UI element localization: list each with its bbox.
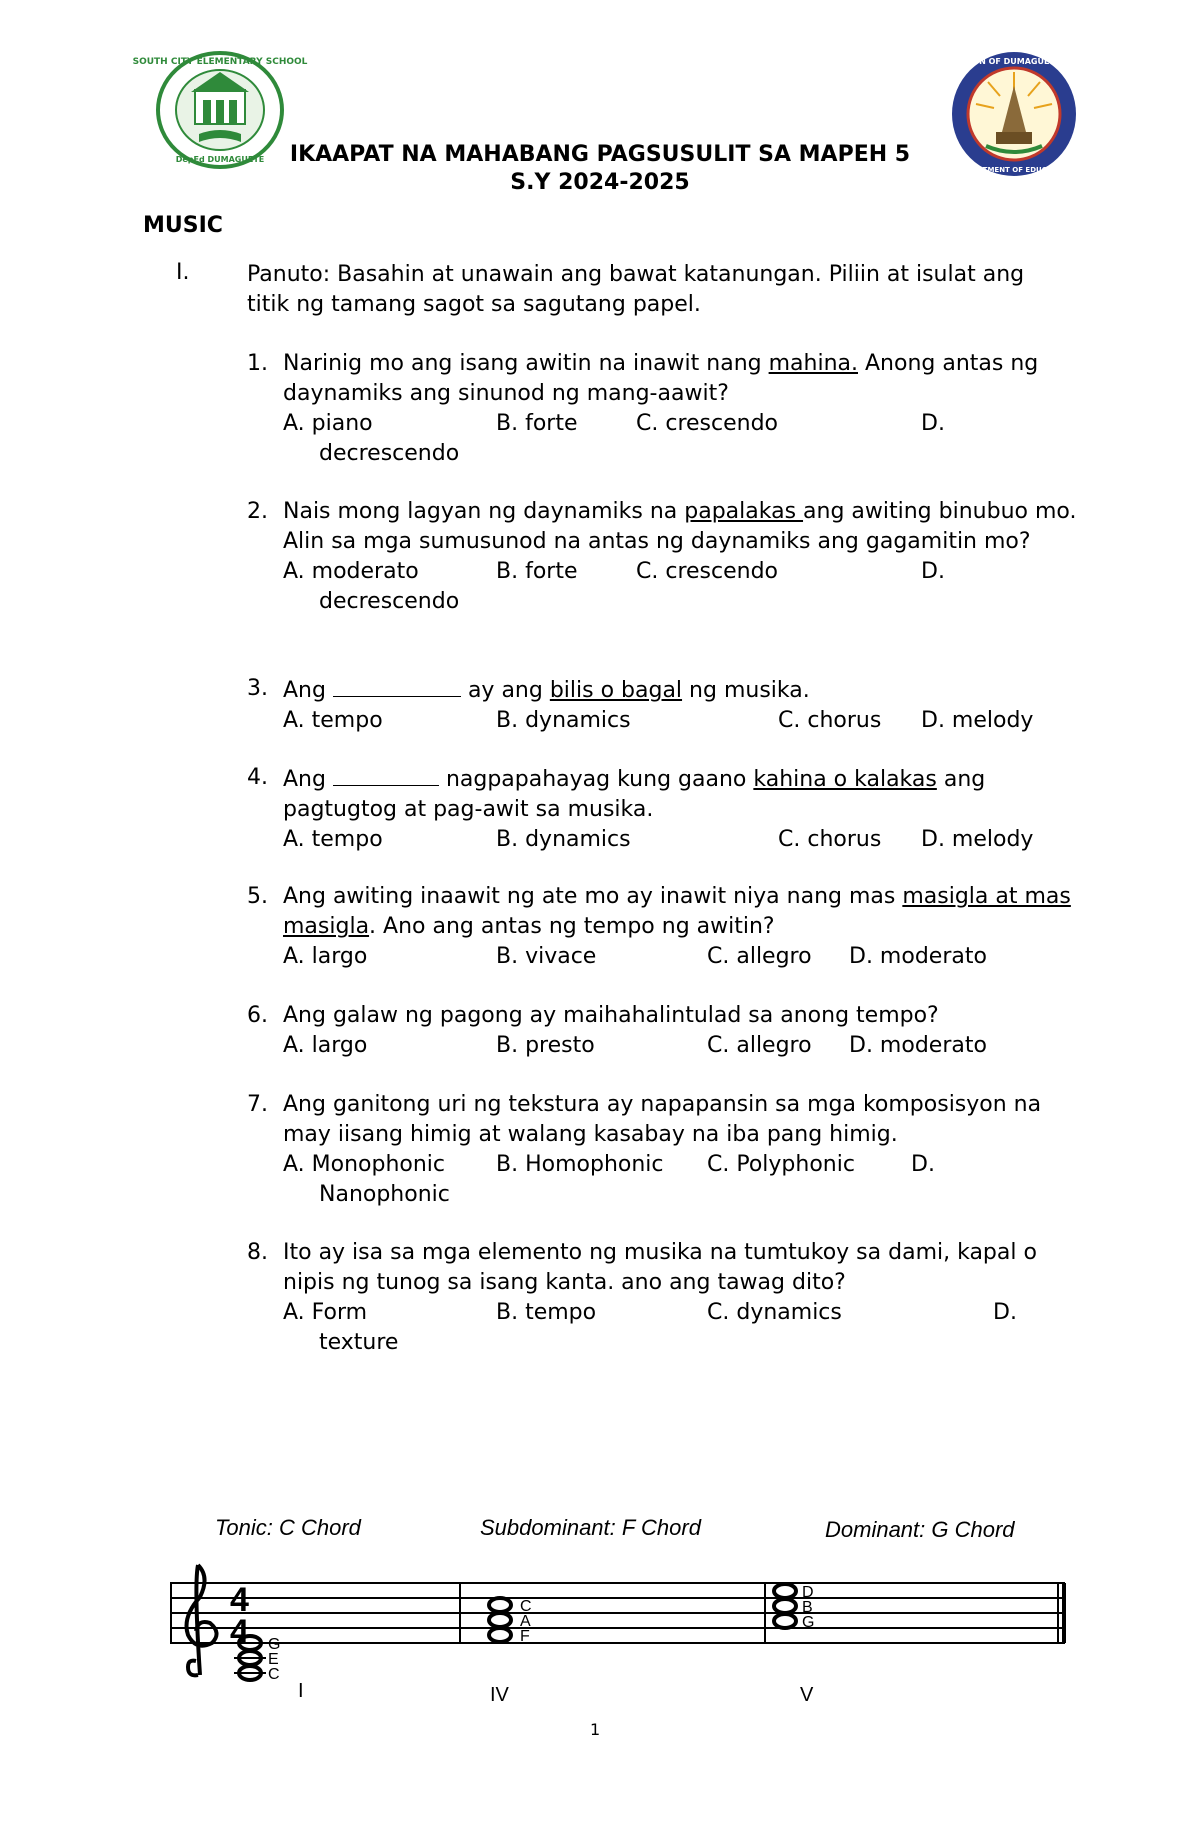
treble-clef-icon <box>187 1565 217 1675</box>
choice-b: B. dynamics <box>496 708 631 733</box>
school-logo-text-top: SOUTH CITY ELEMENTARY SCHOOL <box>132 57 308 67</box>
choice-b: B. presto <box>496 1033 595 1058</box>
question-text: Ang nagpapahayag kung gaano kahina o kalakas ang pagtugtog at pag-awit sa musika. <box>283 763 1077 825</box>
choice-c: C. allegro <box>707 1033 812 1058</box>
chord-g <box>774 1584 814 1631</box>
question-text: Ang ganitong uri ng tekstura ay napapansin sa mga komposisyon na may iisang himig at walang kasabay na iba pang himig. <box>283 1092 1042 1147</box>
answer-blank <box>333 763 439 786</box>
school-year: S.Y 2024-2025 <box>510 170 690 195</box>
note-label: F <box>520 1628 530 1645</box>
question-6 <box>247 1001 1077 1061</box>
choice-c: C. crescendo <box>636 411 779 436</box>
choices <box>283 942 1077 972</box>
note-label: G <box>268 1636 281 1653</box>
note-label: G <box>802 1614 815 1631</box>
choice-d-wrap: texture <box>319 1330 399 1355</box>
choice-b: B. tempo <box>496 1300 597 1325</box>
choice-a: A. Monophonic <box>283 1152 446 1177</box>
question-number: 5. <box>247 884 268 909</box>
choices <box>283 1031 1077 1061</box>
chord-staff-figure <box>170 1505 1070 1705</box>
instruction-text: Panuto: Basahin at unawain ang bawat katanungan. Piliin at isulat ang titik ng tamang sagot sa sagutang papel. <box>247 262 1025 317</box>
choice-d: D. moderato <box>849 1033 987 1058</box>
choice-a: A. tempo <box>283 827 383 852</box>
choices <box>283 1298 1077 1328</box>
question-number: 3. <box>247 676 268 701</box>
school-logo-text-bottom: DepEd DUMAGUETE <box>175 155 265 164</box>
choice-d-wrap: decrescendo <box>319 441 460 466</box>
choice-a: A. largo <box>283 1033 368 1058</box>
chord-f <box>489 1598 532 1645</box>
label-subdominant: Subdominant: F Chord <box>480 1515 701 1540</box>
choices <box>283 1150 1077 1180</box>
underlined-term: bilis o bagal <box>549 678 683 703</box>
subject-heading: MUSIC <box>143 213 223 238</box>
underlined-term: papalakas <box>684 499 804 524</box>
choice-d: D. melody <box>921 827 1034 852</box>
choice-c: C. dynamics <box>707 1300 842 1325</box>
choice-c: C. allegro <box>707 944 812 969</box>
question-text: Ang ay ang bilis o bagal ng musika. <box>283 674 1077 706</box>
question-1 <box>247 349 1077 469</box>
choice-d-wrap: decrescendo <box>319 589 460 614</box>
exam-title: IKAAPAT NA MAHABANG PAGSUSULIT SA MAPEH 5 <box>289 142 911 167</box>
note-label: E <box>268 1651 279 1668</box>
choice-d: D. <box>993 1300 1017 1325</box>
question-text: Ang awiting inaawit ng ate mo ay inawit niya nang mas masigla at mas masigla. Ano ang antas ng tempo ng awitin? <box>283 884 1071 939</box>
note-label: A <box>520 1613 531 1630</box>
question-2 <box>247 497 1077 617</box>
underlined-term: masigla at mas masigla <box>283 884 1071 939</box>
question-number: 1. <box>247 351 268 376</box>
choice-d-wrap: Nanophonic <box>319 1182 450 1207</box>
choice-c: C. crescendo <box>636 559 779 584</box>
question-number: 6. <box>247 1003 268 1028</box>
choice-d: D. melody <box>921 708 1034 733</box>
choice-d: D. <box>921 411 945 436</box>
choice-a: A. largo <box>283 944 368 969</box>
page-number: 1 <box>590 1720 601 1739</box>
choice-b: B. forte <box>496 411 578 436</box>
question-number: 2. <box>247 499 268 524</box>
choice-c: C. Polyphonic <box>707 1152 855 1177</box>
label-dominant: Dominant: G Chord <box>825 1517 1015 1542</box>
note-label: D <box>802 1584 814 1601</box>
roman-numeral-i: I <box>298 1680 304 1702</box>
choices <box>283 706 1077 736</box>
staff-lines <box>170 1583 1065 1643</box>
question-number: 4. <box>247 765 268 790</box>
choice-b: B. vivace <box>496 944 597 969</box>
choice-a: A. tempo <box>283 708 383 733</box>
choice-a: A. moderato <box>283 559 419 584</box>
note-label: C <box>520 1598 532 1615</box>
choice-c: C. chorus <box>778 708 882 733</box>
note-label: B <box>802 1599 813 1616</box>
question-7 <box>247 1090 1077 1210</box>
question-number: 7. <box>247 1092 268 1117</box>
question-4 <box>247 763 1077 855</box>
question-5 <box>247 882 1077 972</box>
question-text: Narinig mo ang isang awitin na inawit nang mahina. Anong antas ng daynamiks ang sinunod ng mang-aawit? <box>283 351 1039 406</box>
choices <box>283 409 1077 439</box>
underlined-term: mahina. <box>768 351 858 376</box>
section-number: I. <box>176 260 190 285</box>
answer-blank <box>333 674 461 697</box>
question-3 <box>247 674 1077 736</box>
label-tonic: Tonic: C Chord <box>215 1515 361 1540</box>
division-logo-text-top: DIVISION OF DUMAGUETE CITY <box>944 57 1084 66</box>
choice-b: B. Homophonic <box>496 1152 664 1177</box>
underlined-term: kahina o kalakas <box>753 767 937 792</box>
choice-d: D. <box>911 1152 935 1177</box>
choice-a: A. piano <box>283 411 373 436</box>
time-signature-top: 4 <box>230 1581 249 1619</box>
choice-d: D. <box>921 559 945 584</box>
choice-a: A. Form <box>283 1300 368 1325</box>
question-text: Nais mong lagyan ng daynamiks na papalakas ang awiting binubuo mo. Alin sa mga sumusunod na antas ng daynamiks ang gagamitin mo? <box>283 499 1077 554</box>
note-label: C <box>268 1666 280 1683</box>
question-text: Ito ay isa sa mga elemento ng musika na tumtukoy sa dami, kapal o nipis ng tunog sa isang kanta. ano ang tawag dito? <box>283 1240 1037 1295</box>
time-signature-bottom: 4 <box>230 1613 249 1651</box>
choice-d: D. moderato <box>849 944 987 969</box>
choice-c: C. chorus <box>778 827 882 852</box>
question-number: 8. <box>247 1240 268 1265</box>
choice-b: B. forte <box>496 559 578 584</box>
division-logo-text-bottom: DEPARTMENT OF EDUCATION <box>957 166 1071 174</box>
choice-b: B. dynamics <box>496 827 631 852</box>
roman-numeral-iv: IV <box>490 1684 509 1706</box>
roman-numeral-v: V <box>800 1684 814 1706</box>
question-text: Ang galaw ng pagong ay maihahalintulad sa anong tempo? <box>283 1003 939 1028</box>
choices <box>283 825 1077 855</box>
choices <box>283 557 1077 587</box>
question-8 <box>247 1238 1077 1358</box>
